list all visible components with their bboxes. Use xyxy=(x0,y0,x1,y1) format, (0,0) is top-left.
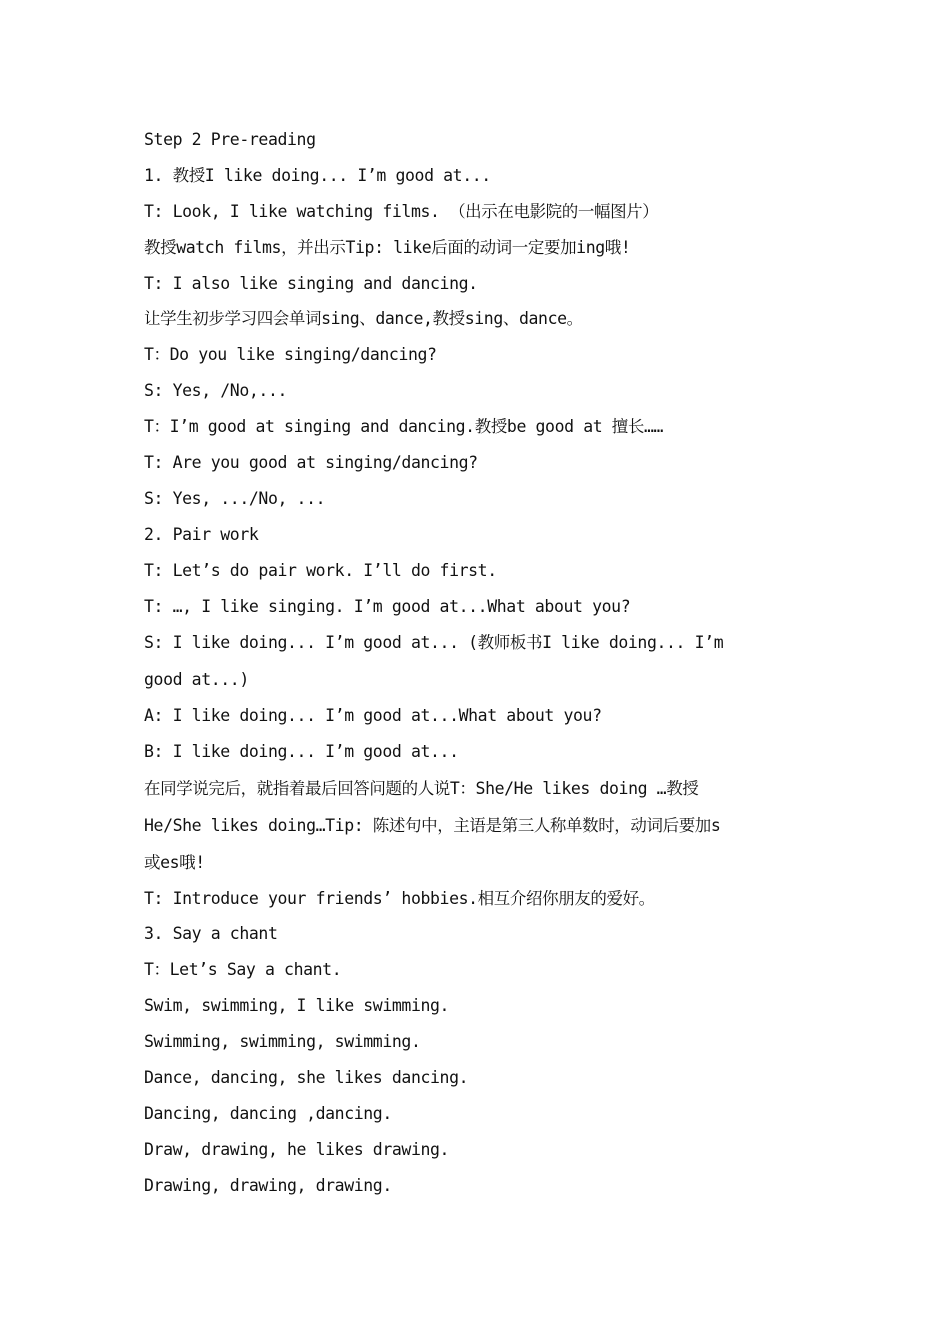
text-line: B: I like doing... I’m good at... xyxy=(144,741,459,761)
text-line: S: I like doing... I’m good at... (教师板书I like doing... I’m xyxy=(144,633,724,653)
text-line: T: Let’s do pair work. I’ll do first. xyxy=(144,560,497,580)
chant-line: Swimming, swimming, swimming. xyxy=(144,1032,421,1052)
chant-line: Dance, dancing, she likes dancing. xyxy=(144,1067,469,1087)
text-line: A: I like doing... I’m good at...What about you? xyxy=(144,705,602,725)
chant-line: Dancing, dancing ,dancing. xyxy=(144,1103,392,1123)
text-line: good at...) xyxy=(144,669,249,689)
text-line: 让学生初步学习四会单词sing、dance,教授sing、dance。 xyxy=(144,309,583,329)
chant-line: Swim, swimming, I like swimming. xyxy=(144,996,450,1016)
text-line: 在同学说完后，就指着最后回答问题的人说T：She/He likes doing …教授 xyxy=(144,778,699,798)
text-line: T：Let’s Say a chant. xyxy=(144,960,342,980)
document-page xyxy=(144,122,816,1204)
text-line: T：I’m good at singing and dancing.教授be good at 擅长…… xyxy=(144,417,664,437)
text-line: 或es哦! xyxy=(144,852,205,872)
chant-line: Drawing, drawing, drawing. xyxy=(144,1175,392,1195)
text-line: T: Are you good at singing/dancing? xyxy=(144,453,478,473)
text-line: T：Do you like singing/dancing? xyxy=(144,345,437,365)
text-line: T: Introduce your friends’ hobbies.相互介绍你朋友的爱好。 xyxy=(144,888,655,908)
text-line: T: I also like singing and dancing. xyxy=(144,273,478,293)
text-line: T: …, I like singing. I’m good at...What about you? xyxy=(144,596,631,616)
text-line: 教授watch films，并出示Tip: like后面的动词一定要加ing哦! xyxy=(144,237,631,257)
text-line: T: Look, I like watching films. （出示在电影院的一幅图片） xyxy=(144,201,659,221)
section-heading: Step 2 Pre-reading xyxy=(144,130,316,149)
step-3-heading: 3. Say a chant xyxy=(144,924,278,944)
text-line: S: Yes, .../No, ... xyxy=(144,488,326,508)
step-1-heading: 1. 教授I like doing... I’m good at... xyxy=(144,165,491,185)
text-line: S: Yes, /No,... xyxy=(144,381,288,401)
step-2-heading: 2. Pair work xyxy=(144,524,259,544)
text-line: He/She likes doing…Tip: 陈述句中，主语是第三人称单数时，动词后要加s xyxy=(144,816,721,836)
chant-line: Draw, drawing, he likes drawing. xyxy=(144,1139,450,1159)
